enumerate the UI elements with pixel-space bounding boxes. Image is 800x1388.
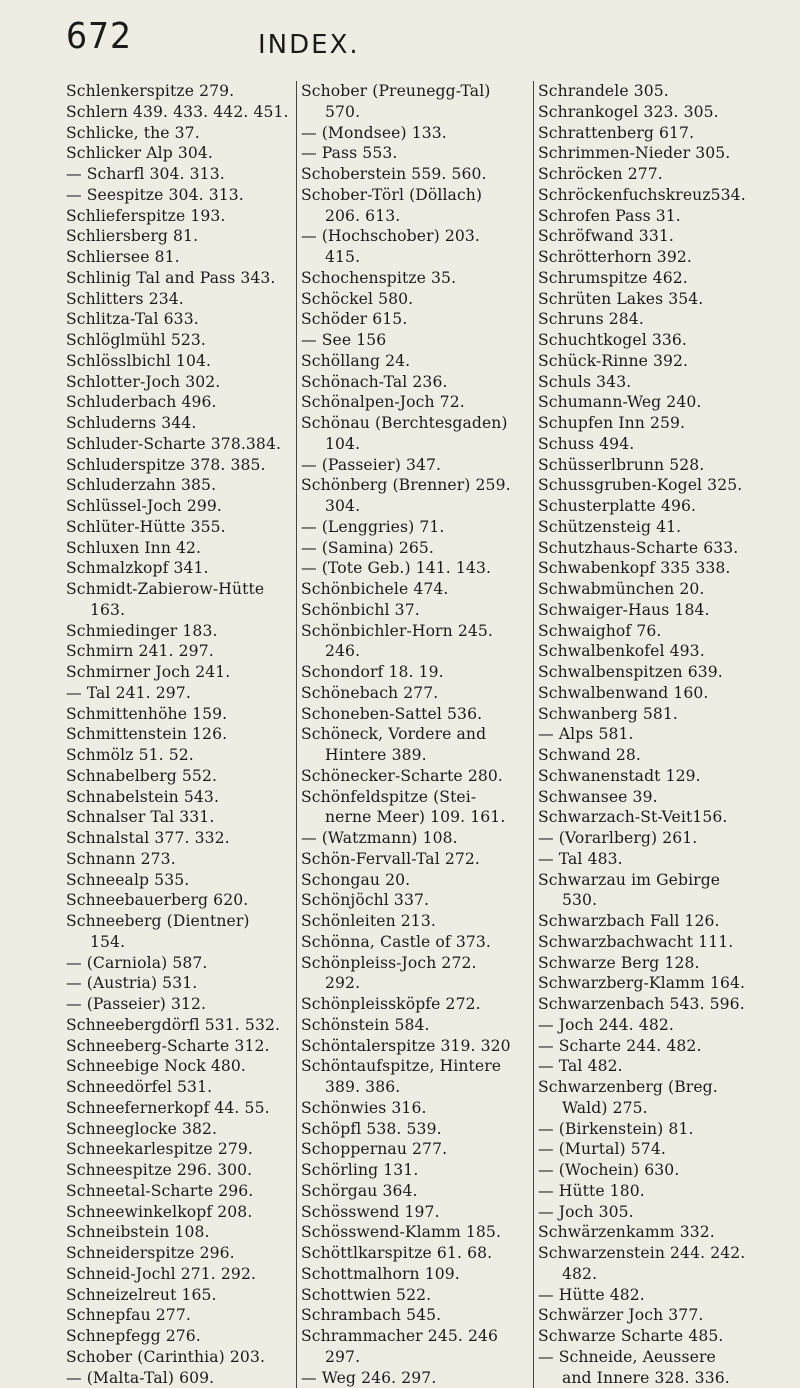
index-entry: Schwanberg 581.: [538, 704, 800, 725]
index-entry: Schoppernau 277.: [301, 1139, 534, 1160]
index-entry: Schwarzberg-Klamm 164.: [538, 973, 800, 994]
index-entry: Schröcken 277.: [538, 164, 800, 185]
index-entry: Schluxen Inn 42.: [66, 538, 291, 559]
index-entry: Schrammacher 245. 246: [301, 1326, 534, 1347]
index-entry: — (Passeier) 347.: [301, 455, 534, 476]
index-entry: Schönna, Castle of 373.: [301, 932, 534, 953]
index-entry: Schneeberg (Dientner): [66, 911, 291, 932]
index-entry: Schmirn 241. 297.: [66, 641, 291, 662]
index-entry: Schlieferspitze 193.: [66, 206, 291, 227]
index-column-3: [533, 81, 800, 1388]
index-entry: Schöpfl 538. 539.: [301, 1119, 534, 1140]
index-entry: Schneiderspitze 296.: [66, 1243, 291, 1264]
page-header: [0, 10, 800, 70]
index-entry: — (Carniola) 587.: [66, 953, 291, 974]
index-entry: — (Birkenstein) 81.: [538, 1119, 800, 1140]
index-entry: — Hütte 180.: [538, 1181, 800, 1202]
index-entry-continuation: 292.: [301, 973, 534, 994]
index-entry: — Schneide, Aeussere: [538, 1347, 800, 1368]
index-entry: Schwarzenstein 244. 242.: [538, 1243, 800, 1264]
index-entry: Schwarzach-St-Veit156.: [538, 807, 800, 828]
index-entry: — Joch 244. 482.: [538, 1015, 800, 1036]
index-entry: Schneebauerberg 620.: [66, 890, 291, 911]
index-entry: — Seespitze 304. 313.: [66, 185, 291, 206]
index-entry: Schrüten Lakes 354.: [538, 289, 800, 310]
index-entry: — (Wochein) 630.: [538, 1160, 800, 1181]
index-entry: Schober (Carinthia) 203.: [66, 1347, 291, 1368]
index-entry: Schoberstein 559. 560.: [301, 164, 534, 185]
index-entry: Schmittenhöhe 159.: [66, 704, 291, 725]
index-entry: Schönleiten 213.: [301, 911, 534, 932]
index-entry: Schrattenberg 617.: [538, 123, 800, 144]
index-entry: Schönach-Tal 236.: [301, 372, 534, 393]
index-entry: Schönbichl 37.: [301, 600, 534, 621]
index-entry: Schwabmünchen 20.: [538, 579, 800, 600]
index-entry: Schwarzbach Fall 126.: [538, 911, 800, 932]
page-number: 672: [66, 16, 132, 57]
index-entry: Schrumspitze 462.: [538, 268, 800, 289]
index-entry: Schluderbach 496.: [66, 392, 291, 413]
index-entry-continuation: 570.: [301, 102, 534, 123]
index-entry: Schmiedinger 183.: [66, 621, 291, 642]
index-entry-continuation: 246.: [301, 641, 534, 662]
index-entry: — Joch 305.: [538, 1202, 800, 1223]
index-entry: Schöntaufspitze, Hintere: [301, 1056, 534, 1077]
index-entry: Schönalpen-Joch 72.: [301, 392, 534, 413]
index-entry: Schwarzau im Gebirge: [538, 870, 800, 891]
index-entry: — (Samina) 265.: [301, 538, 534, 559]
index-entry: — Tal 241. 297.: [66, 683, 291, 704]
index-entry: — (Lenggries) 71.: [301, 517, 534, 538]
index-entry: Schlinig Tal and Pass 343.: [66, 268, 291, 289]
index-entry: Schöckel 580.: [301, 289, 534, 310]
index-entry: Schwarze Scharte 485.: [538, 1326, 800, 1347]
index-entry: — Scharte 244. 482.: [538, 1036, 800, 1057]
index-entry: Schnabelberg 552.: [66, 766, 291, 787]
index-entry: — See 156: [301, 330, 534, 351]
index-entry: — (Watzmann) 108.: [301, 828, 534, 849]
index-entry-continuation: Wald) 275.: [538, 1098, 800, 1119]
index-entry: Schwaiger-Haus 184.: [538, 600, 800, 621]
index-entry: Schneetal-Scharte 296.: [66, 1181, 291, 1202]
index-entry: — Hütte 482.: [538, 1285, 800, 1306]
index-entry: Schöllang 24.: [301, 351, 534, 372]
index-entry: Schneefernerkopf 44. 55.: [66, 1098, 291, 1119]
index-entry: Schöder 615.: [301, 309, 534, 330]
index-entry: Schneeberg-Scharte 312.: [66, 1036, 291, 1057]
index-entry: — Scharfl 304. 313.: [66, 164, 291, 185]
index-entry: — (Murtal) 574.: [538, 1139, 800, 1160]
index-entry: Schnann 273.: [66, 849, 291, 870]
index-entry: Schönbichler-Horn 245.: [301, 621, 534, 642]
index-entry: Schutzhaus-Scharte 633.: [538, 538, 800, 559]
index-entry: Schösswend-Klamm 185.: [301, 1222, 534, 1243]
index-entry-continuation: 163.: [66, 600, 291, 621]
index-entry: — (Tote Geb.) 141. 143.: [301, 558, 534, 579]
index-entry-continuation: 530.: [538, 890, 800, 911]
index-entry: Schneekarlespitze 279.: [66, 1139, 291, 1160]
index-entry: Schneewinkelkopf 208.: [66, 1202, 291, 1223]
index-entry: Schröfwand 331.: [538, 226, 800, 247]
running-title: INDEX.: [258, 30, 360, 60]
index-columns: [66, 81, 796, 1271]
index-entry: Schneeglocke 382.: [66, 1119, 291, 1140]
index-entry: Schöntalerspitze 319. 320: [301, 1036, 534, 1057]
index-entry: Schlüter-Hütte 355.: [66, 517, 291, 538]
index-entry: Schottwien 522.: [301, 1285, 534, 1306]
index-entry: Schluderzahn 385.: [66, 475, 291, 496]
index-entry-continuation: 104.: [301, 434, 534, 455]
index-entry: Schneizelreut 165.: [66, 1285, 291, 1306]
index-entry: Schneibstein 108.: [66, 1222, 291, 1243]
index-entry-continuation: 415.: [301, 247, 534, 268]
index-entry: Schönbichele 474.: [301, 579, 534, 600]
index-entry: Schluderns 344.: [66, 413, 291, 434]
index-entry: Schluder-Scharte 378.384.: [66, 434, 291, 455]
index-entry-continuation: 304.: [301, 496, 534, 517]
index-entry: Schwalbenspitzen 639.: [538, 662, 800, 683]
index-entry: Schmölz 51. 52.: [66, 745, 291, 766]
index-entry: Schliersee 81.: [66, 247, 291, 268]
index-entry-continuation: Hintere 389.: [301, 745, 534, 766]
index-entry: Schwärzenkamm 332.: [538, 1222, 800, 1243]
index-entry: Schochenspitze 35.: [301, 268, 534, 289]
index-entry: Schröckenfuchskreuz534.: [538, 185, 800, 206]
index-entry: Schlitters 234.: [66, 289, 291, 310]
index-entry: — (Passeier) 312.: [66, 994, 291, 1015]
index-entry: Schönfeldspitze (Stei-: [301, 787, 534, 808]
index-entry: Schönpleiss-Joch 272.: [301, 953, 534, 974]
index-entry: Schnabelstein 543.: [66, 787, 291, 808]
index-entry: Schlotter-Joch 302.: [66, 372, 291, 393]
index-entry: Schliersberg 81.: [66, 226, 291, 247]
index-entry-continuation: nerne Meer) 109. 161.: [301, 807, 534, 828]
index-column-1: [66, 81, 291, 1388]
index-entry: — (Malta-Tal) 609.: [66, 1368, 291, 1388]
index-entry: Schuls 343.: [538, 372, 800, 393]
index-entry-continuation: 482.: [538, 1264, 800, 1285]
index-entry: Schluderspitze 378. 385.: [66, 455, 291, 476]
index-entry: Schruns 284.: [538, 309, 800, 330]
index-entry: Schönpleissköpfe 272.: [301, 994, 534, 1015]
index-entry: Schwabenkopf 335 338.: [538, 558, 800, 579]
index-entry: Schrötterhorn 392.: [538, 247, 800, 268]
index-entry: Schrofen Pass 31.: [538, 206, 800, 227]
index-entry: Schlösslbichl 104.: [66, 351, 291, 372]
index-entry: Schnepfau 277.: [66, 1305, 291, 1326]
index-entry: — (Austria) 531.: [66, 973, 291, 994]
index-entry-continuation: 154.: [66, 932, 291, 953]
index-entry: Schwaighof 76.: [538, 621, 800, 642]
index-entry: Schönstein 584.: [301, 1015, 534, 1036]
index-entry: Schlenkerspitze 279.: [66, 81, 291, 102]
index-entry: Schuchtkogel 336.: [538, 330, 800, 351]
index-entry: Schmalzkopf 341.: [66, 558, 291, 579]
index-entry: Schussgruben-Kogel 325.: [538, 475, 800, 496]
index-column-2: [296, 81, 534, 1388]
index-entry: Schmidt-Zabierow-Hütte: [66, 579, 291, 600]
index-entry-continuation: 206. 613.: [301, 206, 534, 227]
index-entry: Schwansee 39.: [538, 787, 800, 808]
index-entry: Schwarzenbach 543. 596.: [538, 994, 800, 1015]
index-entry: Schwalbenkofel 493.: [538, 641, 800, 662]
index-entry: Schwarze Berg 128.: [538, 953, 800, 974]
index-entry: Schneebige Nock 480.: [66, 1056, 291, 1077]
index-entry-continuation: 389. 386.: [301, 1077, 534, 1098]
index-entry: Schwarzbachwacht 111.: [538, 932, 800, 953]
index-entry: Schützensteig 41.: [538, 517, 800, 538]
index-entry: Schrankogel 323. 305.: [538, 102, 800, 123]
index-entry: Schwand 28.: [538, 745, 800, 766]
index-entry: Schönau (Berchtesgaden): [301, 413, 534, 434]
index-entry: Schösswend 197.: [301, 1202, 534, 1223]
index-entry: Schumann-Weg 240.: [538, 392, 800, 413]
index-entry: Schwärzer Joch 377.: [538, 1305, 800, 1326]
index-entry: Schöneck, Vordere and: [301, 724, 534, 745]
index-entry: Schober (Preunegg-Tal): [301, 81, 534, 102]
index-entry: — (Vorarlberg) 261.: [538, 828, 800, 849]
index-entry: — Pass 553.: [301, 143, 534, 164]
index-entry: Schlöglmühl 523.: [66, 330, 291, 351]
index-entry: Schlüssel-Joch 299.: [66, 496, 291, 517]
index-entry: Schneespitze 296. 300.: [66, 1160, 291, 1181]
index-entry: Schönberg (Brenner) 259.: [301, 475, 534, 496]
index-entry: Schlitza-Tal 633.: [66, 309, 291, 330]
index-entry: Schwanenstadt 129.: [538, 766, 800, 787]
index-entry: Schongau 20.: [301, 870, 534, 891]
index-entry: Schmirner Joch 241.: [66, 662, 291, 683]
index-entry: Schöttlkarspitze 61. 68.: [301, 1243, 534, 1264]
index-entry: Schück-Rinne 392.: [538, 351, 800, 372]
index-entry: — Tal 482.: [538, 1056, 800, 1077]
index-entry: Schwalbenwand 160.: [538, 683, 800, 704]
index-entry: Schoneben-Sattel 536.: [301, 704, 534, 725]
index-entry: Schnalser Tal 331.: [66, 807, 291, 828]
index-entry: Schüsserlbrunn 528.: [538, 455, 800, 476]
index-entry: Schober-Törl (Döllach): [301, 185, 534, 206]
index-entry: Schön-Fervall-Tal 272.: [301, 849, 534, 870]
index-entry: Schönjöchl 337.: [301, 890, 534, 911]
index-entry: — Alps 581.: [538, 724, 800, 745]
index-entry: Schrimmen-Nieder 305.: [538, 143, 800, 164]
index-entry: Schmittenstein 126.: [66, 724, 291, 745]
index-entry: — (Hochschober) 203.: [301, 226, 534, 247]
index-entry: Schneebergdörfl 531. 532.: [66, 1015, 291, 1036]
index-entry: — (Mondsee) 133.: [301, 123, 534, 144]
index-entry: Schlicke, the 37.: [66, 123, 291, 144]
index-entry: Schrambach 545.: [301, 1305, 534, 1326]
index-entry: — Weg 246. 297.: [301, 1368, 534, 1388]
index-entry: Schnepfegg 276.: [66, 1326, 291, 1347]
index-entry: Schönebach 277.: [301, 683, 534, 704]
index-entry: Schlern 439. 433. 442. 451.: [66, 102, 291, 123]
index-entry: Schörling 131.: [301, 1160, 534, 1181]
index-entry-continuation: and Innere 328. 336.: [538, 1368, 800, 1388]
index-entry: Schörgau 364.: [301, 1181, 534, 1202]
index-entry: Schneedörfel 531.: [66, 1077, 291, 1098]
index-entry: Schneealp 535.: [66, 870, 291, 891]
index-entry: Schnalstal 377. 332.: [66, 828, 291, 849]
index-entry: — Tal 483.: [538, 849, 800, 870]
index-entry: Schupfen Inn 259.: [538, 413, 800, 434]
index-entry-continuation: 297.: [301, 1347, 534, 1368]
index-entry: Schlicker Alp 304.: [66, 143, 291, 164]
index-entry: Schneid-Jochl 271. 292.: [66, 1264, 291, 1285]
index-entry: Schondorf 18. 19.: [301, 662, 534, 683]
index-entry: Schrandele 305.: [538, 81, 800, 102]
index-entry: Schottmalhorn 109.: [301, 1264, 534, 1285]
index-entry: Schuss 494.: [538, 434, 800, 455]
index-entry: Schusterplatte 496.: [538, 496, 800, 517]
index-entry: Schwarzenberg (Breg.: [538, 1077, 800, 1098]
index-entry: Schönecker-Scharte 280.: [301, 766, 534, 787]
index-entry: Schönwies 316.: [301, 1098, 534, 1119]
